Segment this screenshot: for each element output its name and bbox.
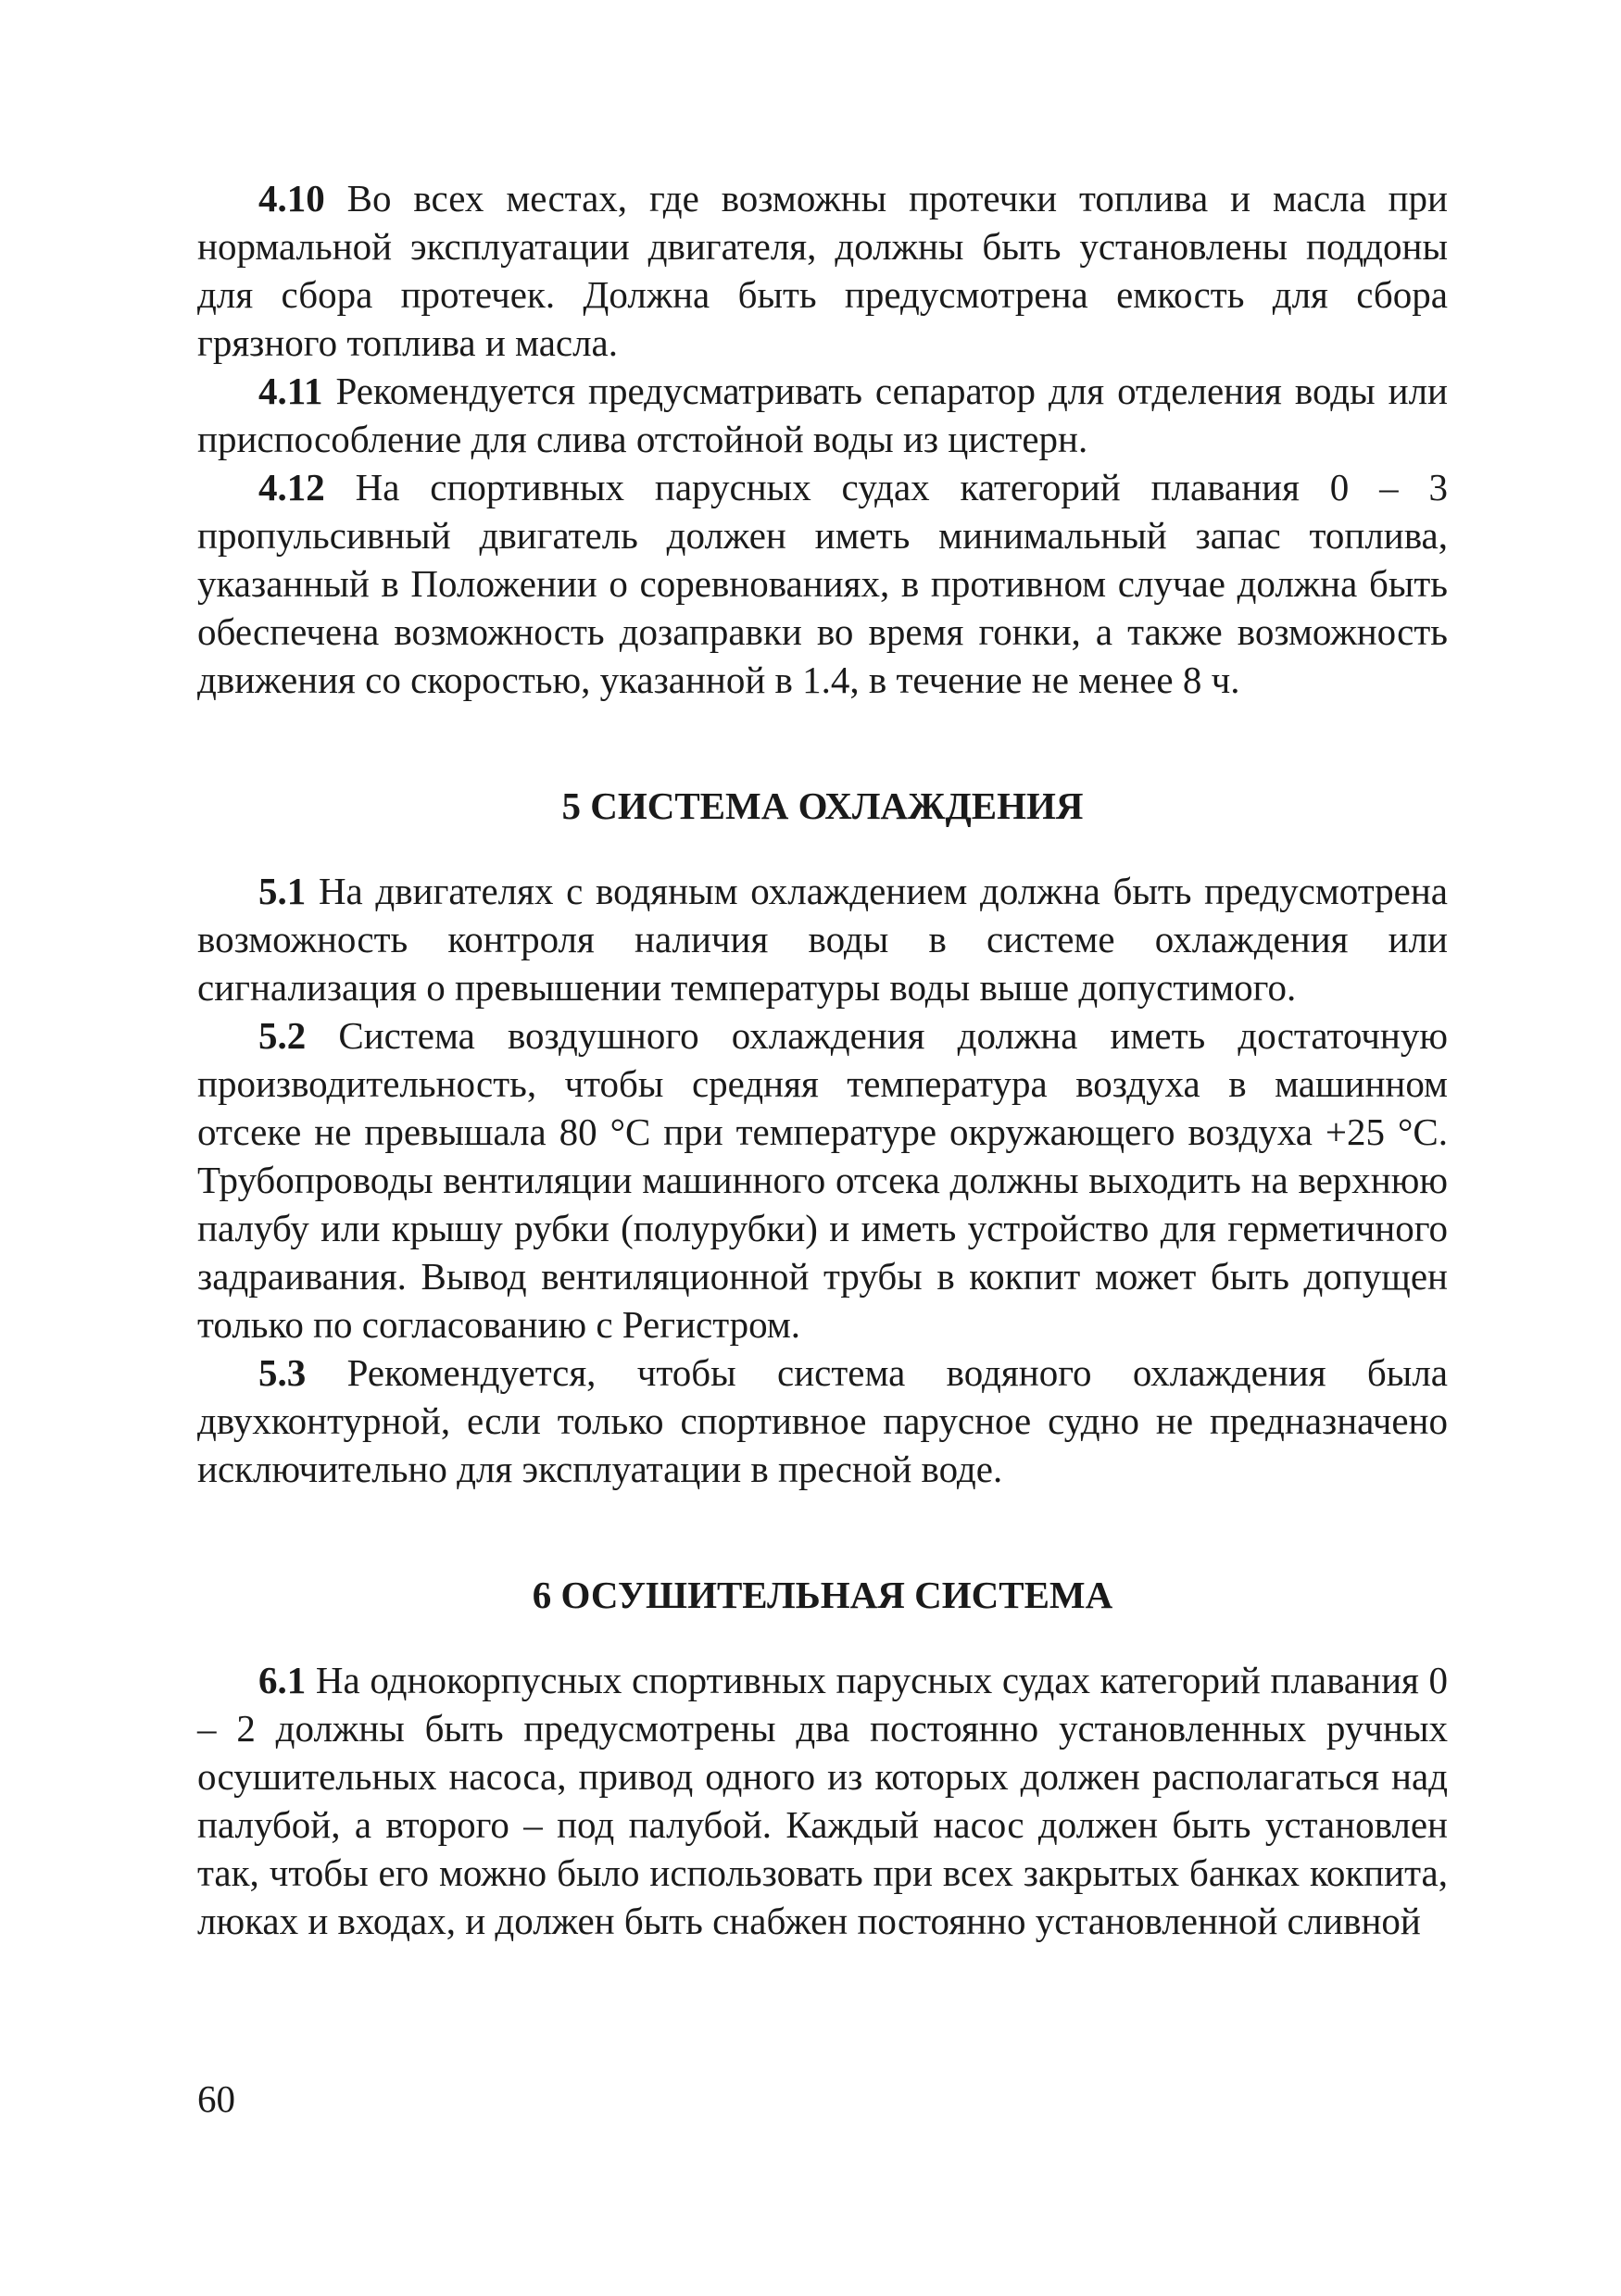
section-5-heading: 5 СИСТЕМА ОХЛАЖДЕНИЯ: [561, 784, 1084, 827]
paragraph-number: 5.2: [258, 1014, 307, 1057]
paragraph-number: 4.11: [258, 370, 323, 412]
paragraph-4-12: [197, 463, 1448, 704]
paragraph-5-2: [197, 1011, 1448, 1349]
paragraph-4-10: [197, 174, 1448, 367]
page-content: [197, 174, 1448, 1945]
section-6-heading: 6 ОСУШИТЕЛЬНАЯ СИСТЕМА: [532, 1574, 1113, 1616]
paragraph-5-3: [197, 1349, 1448, 1493]
paragraph-number: 5.1: [258, 870, 307, 912]
paragraph-number: 4.10: [258, 177, 325, 220]
paragraph-text: На однокорпусных спортивных парусных судах категорий плавания 0 – 2 должны быть предусмотрены два постоянно установленных ручных осушительных насоса, привод одного из которых должен располагаться над палубой, а второго – под палубой. Каждый насос должен быть установлен так, чтобы его можно было использовать при всех закрытых банках кокпита, люках и входах, и должен быть снабжен постоянно установленной сливной: [197, 1659, 1448, 1942]
paragraph-text: Система воздушного охлаждения должна иметь достаточную производительность, чтобы средняя температура воздуха в машинном отсеке не превышала 80 °С при температуре окружающего воздуха +25 °С. Трубопроводы вентиляции машинного отсека должны выходить на верхнюю палубу или крышу рубки (полурубки) и иметь устройство для герметичного задраивания. Вывод вентиляционной трубы в кокпит может быть допущен только по согласованию с Регистром.: [197, 1014, 1448, 1346]
paragraph-5-1: [197, 867, 1448, 1011]
paragraph-text: На спортивных парусных судах категорий плавания 0 – 3 пропульсивный двигатель должен иметь минимальный запас топлива, указанный в Положении о соревнованиях, в противном случае должна быть обеспечена возможность дозаправки во время гонки, а также возможность движения со скоростью, указанной в 1.4, в течение не менее 8 ч.: [197, 466, 1448, 701]
paragraph-text: Во всех местах, где возможны протечки топлива и масла при нормальной эксплуатации двигателя, должны быть установлены поддоны для сбора протечек. Должна быть предусмотрена емкость для сбора грязного топлива и масла.: [197, 177, 1448, 364]
paragraph-6-1: [197, 1656, 1448, 1945]
paragraph-text: На двигателях с водяным охлаждением должна быть предусмотрена возможность контроля наличия воды в системе охлаждения или сигнализация о превышении температуры воды выше допустимого.: [197, 870, 1448, 1009]
paragraph-text: Рекомендуется, чтобы система водяного охлаждения была двухконтурной, если только спортивное парусное судно не предназначено исключительно для эксплуатации в пресной воде.: [197, 1351, 1448, 1490]
paragraph-text: Рекомендуется предусматривать сепаратор для отделения воды или приспособление для слива отстойной воды из цистерн.: [197, 370, 1448, 460]
paragraph-number: 6.1: [258, 1659, 307, 1701]
page-number: 60: [197, 2077, 235, 2120]
paragraph-number: 5.3: [258, 1351, 307, 1394]
paragraph-number: 4.12: [258, 466, 325, 508]
paragraph-4-11: [197, 367, 1448, 463]
